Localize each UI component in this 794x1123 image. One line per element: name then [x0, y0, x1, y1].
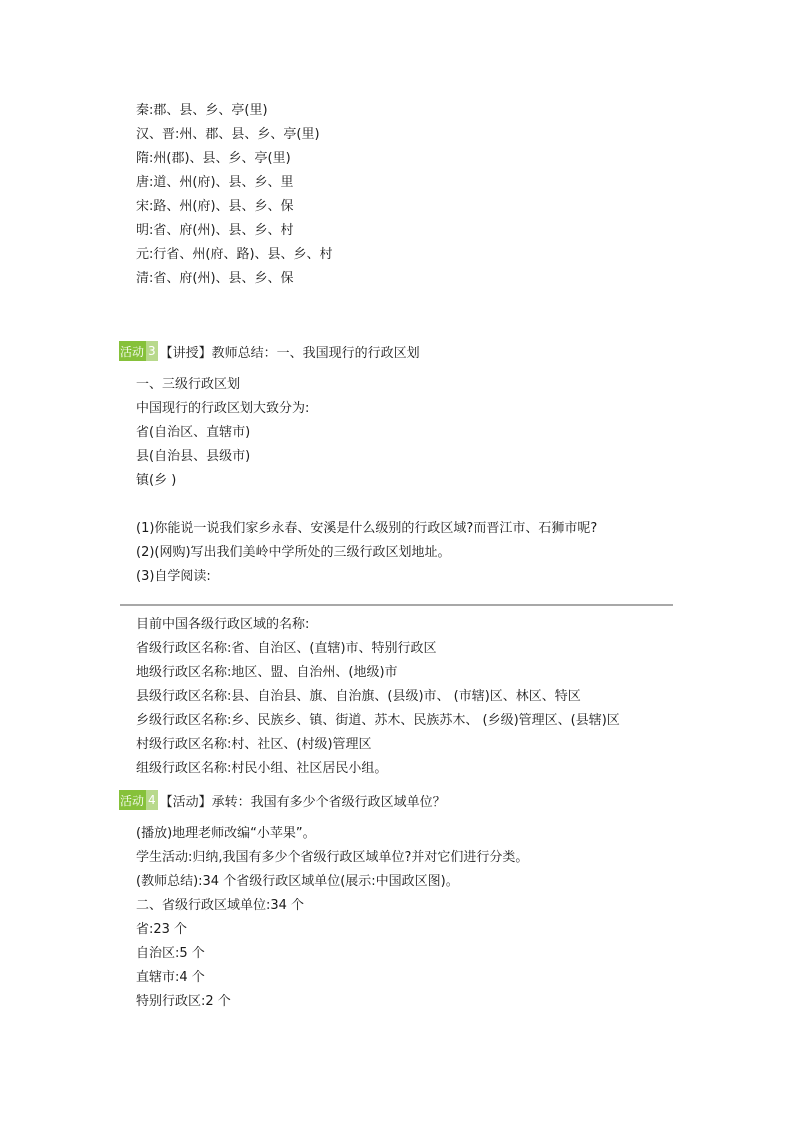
- activity-badge-number: 4: [146, 790, 158, 810]
- activity-badge: [119, 790, 158, 810]
- activity-badge-label: 活动: [120, 793, 145, 808]
- dynasty-line: 秦:郡、县、乡、亭(里): [136, 103, 268, 118]
- reading-line: 地级行政区名称:地区、盟、自治州、(地级)市: [136, 665, 398, 680]
- section-divider: [120, 604, 673, 606]
- reading-line: 村级行政区名称:村、社区、(村级)管理区: [136, 737, 372, 752]
- section-line: (播放)地理老师改编“小苹果”。: [136, 826, 316, 841]
- reading-line: 省级行政区名称:省、自治区、(直辖)市、特别行政区: [136, 641, 437, 656]
- reading-list: [136, 613, 620, 781]
- section-line: (教师总结):34 个省级行政区域单位(展示:中国政区图)。: [136, 874, 459, 889]
- activity-badge-label: 活动: [120, 344, 145, 359]
- question-item: (1)你能说一说我们家乡永春、安溪是什么级别的行政区域?而晋江市、石狮市呢?: [136, 521, 598, 536]
- section-line: 镇(乡 ): [136, 473, 177, 488]
- section-line: 省(自治区、直辖市): [136, 425, 251, 440]
- section-line: 自治区:5 个: [136, 946, 205, 961]
- dynasty-line: 元:行省、州(府、路)、县、乡、村: [136, 247, 333, 262]
- section-heading: 二、省级行政区域单位:34 个: [136, 898, 305, 913]
- dynasty-line: 清:省、府(州)、县、乡、保: [136, 271, 294, 286]
- dynasty-line: 隋:州(郡)、县、乡、亭(里): [136, 151, 291, 166]
- reading-line: 县级行政区名称:县、自治县、旗、自治旗、(县级)市、 (市辖)区、林区、特区: [136, 689, 581, 704]
- dynasty-line: 明:省、府(州)、县、乡、村: [136, 223, 294, 238]
- section-line: 特别行政区:2 个: [136, 994, 231, 1009]
- section-line: 省:23 个: [136, 922, 188, 937]
- dynasty-line: 唐:道、州(府)、县、乡、里: [136, 175, 294, 190]
- dynasty-list: [136, 99, 333, 291]
- reading-line: 乡级行政区名称:乡、民族乡、镇、街道、苏木、民族苏木、 (乡级)管理区、(县辖)区: [136, 713, 620, 728]
- reading-line: 组级行政区名称:村民小组、社区居民小组。: [136, 761, 388, 776]
- activity-4-header: [119, 790, 446, 810]
- section-heading: 一、三级行政区划: [136, 377, 241, 392]
- activity-3-title: 【讲授】教师总结：一、我国现行的行政区划: [159, 345, 420, 361]
- section-line: 县(自治县、县级市): [136, 449, 251, 464]
- section-line: 学生活动:归纳,我国有多少个省级行政区域单位?并对它们进行分类。: [136, 850, 529, 865]
- reading-line: 目前中国各级行政区域的名称:: [136, 617, 310, 632]
- section-line: 中国现行的行政区划大致分为:: [136, 401, 310, 416]
- activity-badge-number: 3: [146, 341, 158, 361]
- dynasty-line: 宋:路、州(府)、县、乡、保: [136, 199, 294, 214]
- activity-4-title: 【活动】承转：我国有多少个省级行政区域单位？: [159, 794, 446, 810]
- question-item: (3)自学阅读:: [136, 569, 211, 584]
- activity-badge: [119, 341, 158, 361]
- activity-3-header: [119, 341, 420, 361]
- dynasty-line: 汉、晋:州、郡、县、乡、亭(里): [136, 127, 320, 142]
- question-item: (2)(网购)写出我们美岭中学所处的三级行政区划地址。: [136, 545, 451, 560]
- section-three-level-division: [136, 373, 309, 493]
- section-line: 直辖市:4 个: [136, 970, 205, 985]
- question-list: [136, 517, 597, 589]
- section-provincial-units: [136, 822, 528, 1014]
